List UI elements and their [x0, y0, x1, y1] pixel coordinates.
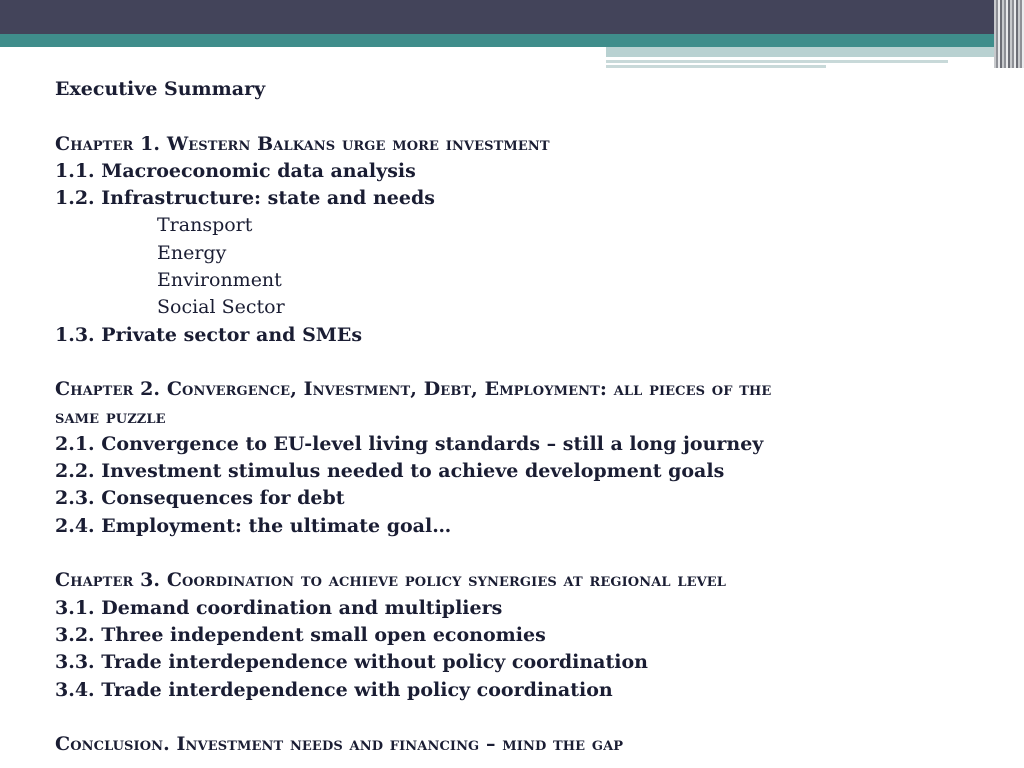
section-2-3: 2.3. Consequences for debt	[55, 487, 345, 510]
header-accent-line	[606, 60, 948, 63]
section-3-4: 3.4. Trade interdependence with policy coordination	[55, 678, 613, 701]
chapter-2-title: Chapter 2. Convergence, Investment, Debt, Employment: all pieces of the	[55, 378, 772, 401]
section-3-3: 3.3. Trade interdependence without policy coordination	[55, 651, 648, 674]
executive-summary-heading: Executive Summary	[55, 78, 266, 100]
section-2-4: 2.4. Employment: the ultimate goal…	[55, 514, 452, 537]
spacer	[55, 704, 995, 731]
chapter-3-title: Chapter 3. Coordination to achieve policy synergies at regional level	[55, 569, 727, 592]
chapter-2-title-continued: same puzzle	[55, 405, 166, 428]
section-1-2: 1.2. Infrastructure: state and needs	[55, 187, 435, 210]
header-bar-dark	[0, 0, 1024, 34]
header-bar-teal	[0, 34, 1000, 47]
section-1-1: 1.1. Macroeconomic data analysis	[55, 159, 416, 182]
table-of-contents	[55, 76, 995, 758]
section-3-2: 3.2. Three independent small open economies	[55, 623, 546, 646]
section-2-2: 2.2. Investment stimulus needed to achieve development goals	[55, 460, 725, 483]
section-2-1: 2.1. Convergence to EU-level living standards – still a long journey	[55, 432, 764, 455]
subitem-social-sector: Social Sector	[157, 296, 285, 319]
subitem-environment: Environment	[157, 269, 282, 292]
subitem-energy: Energy	[157, 241, 227, 264]
conclusion-title: Conclusion. Investment needs and financing – mind the gap	[55, 733, 624, 756]
header-stripes-decoration	[994, 0, 1024, 68]
section-3-1: 3.1. Demand coordination and multipliers	[55, 596, 503, 619]
chapter-1-title: Chapter 1. Western Balkans urge more investment	[55, 132, 550, 155]
spacer	[55, 540, 995, 567]
spacer	[55, 103, 995, 130]
spacer	[55, 349, 995, 376]
header-accent-line	[606, 65, 826, 68]
section-1-3: 1.3. Private sector and SMEs	[55, 323, 363, 346]
subitem-transport: Transport	[157, 214, 253, 237]
header-bar-light	[606, 47, 1000, 57]
